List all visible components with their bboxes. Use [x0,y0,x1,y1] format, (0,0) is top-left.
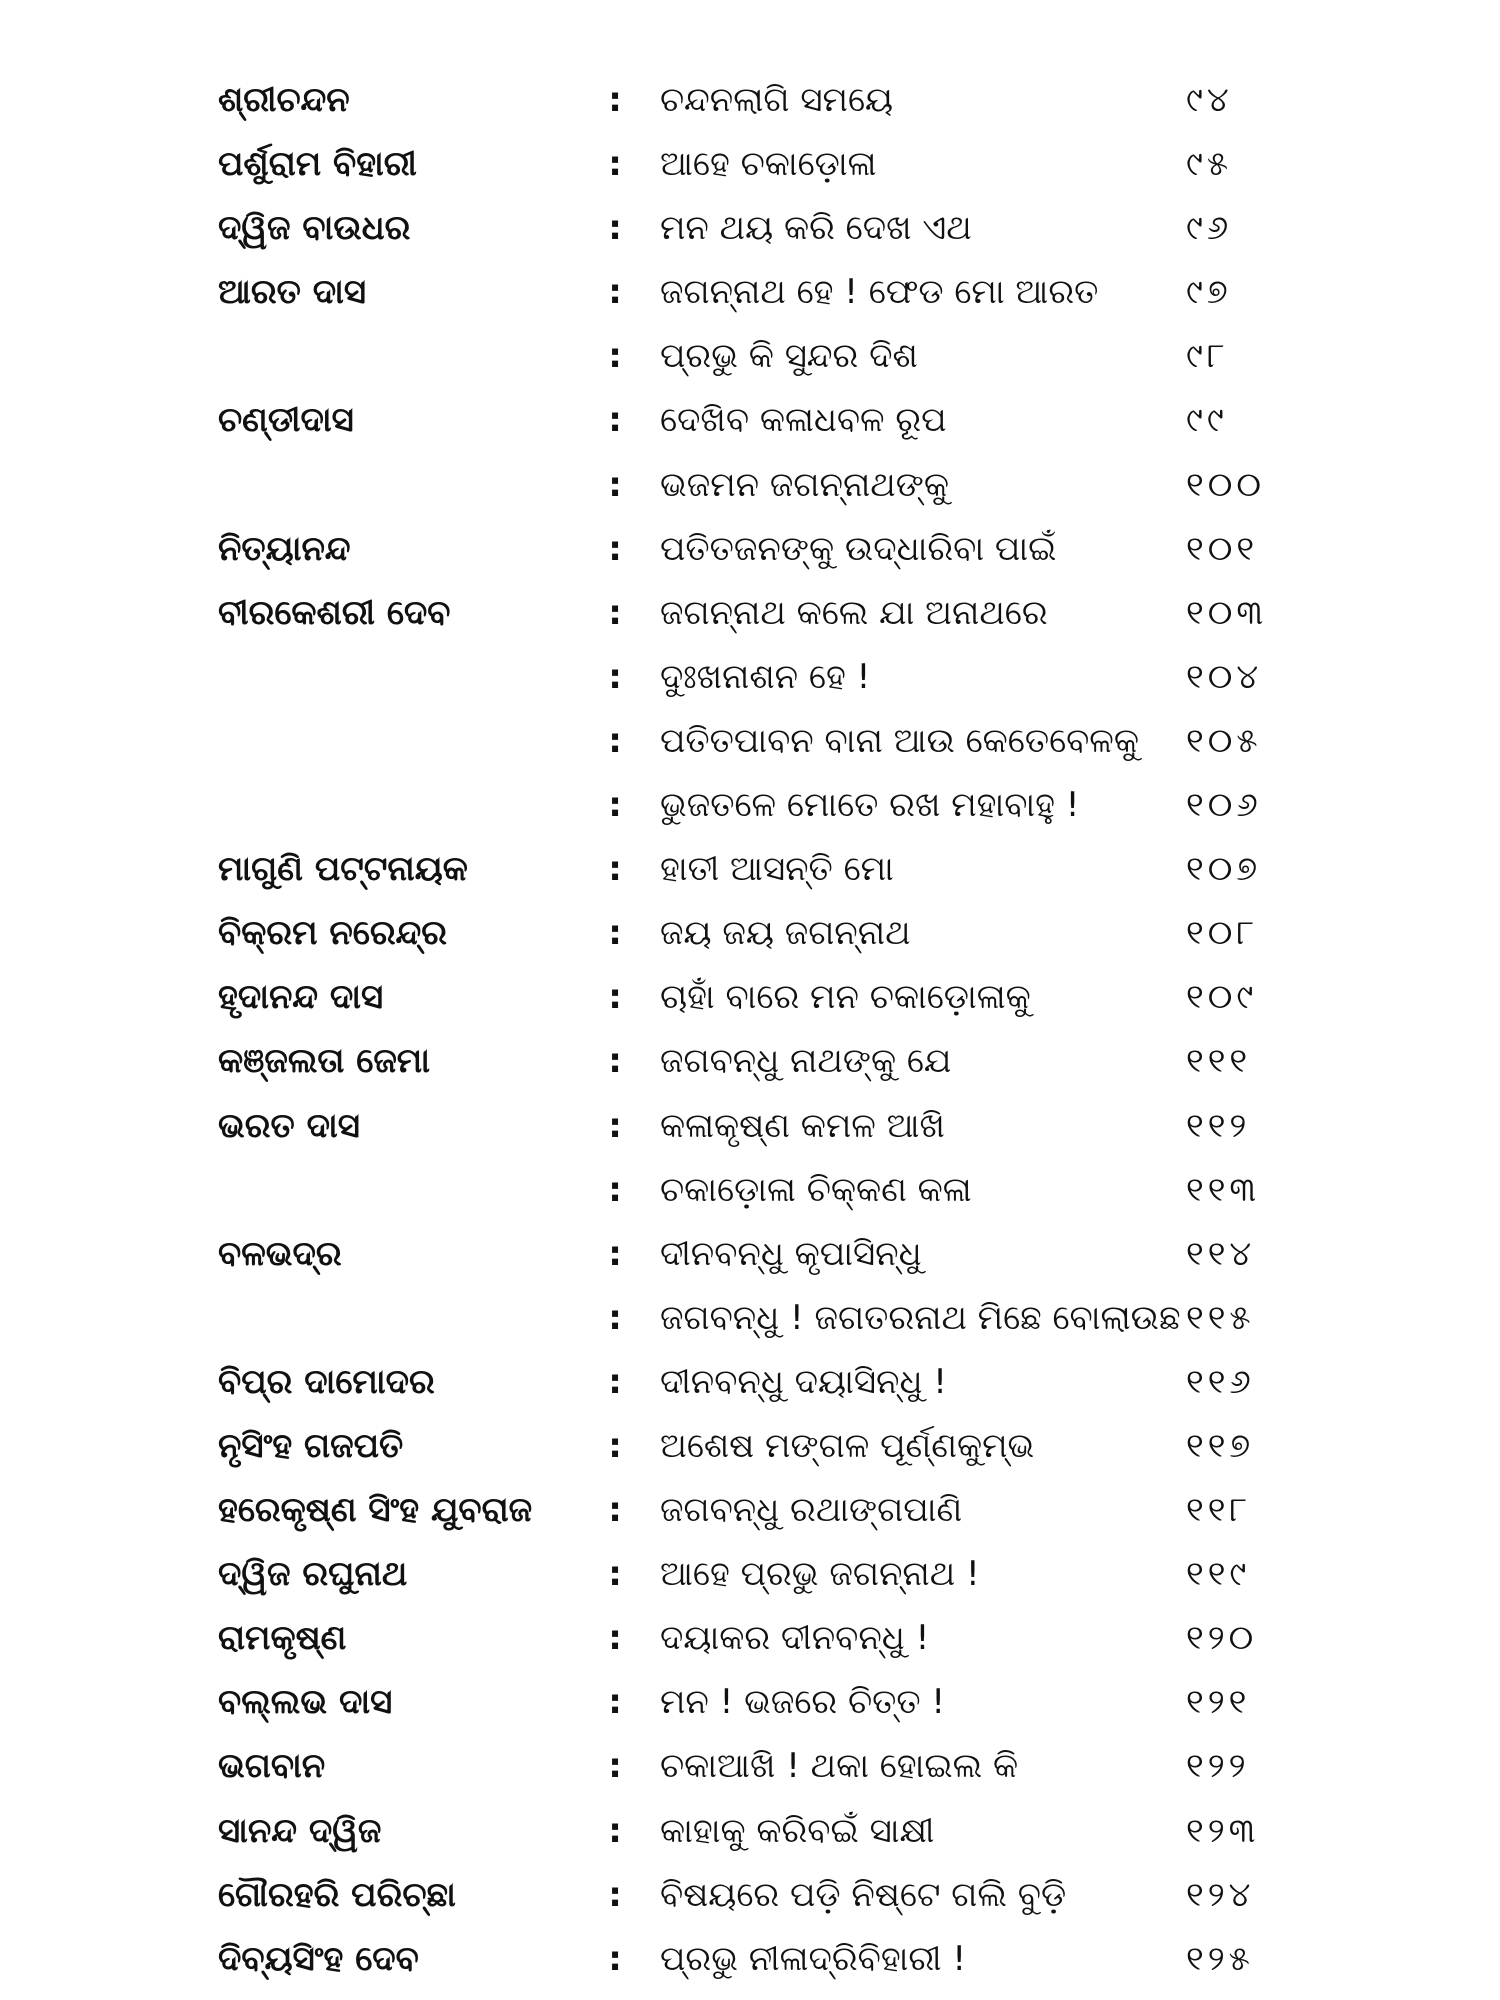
toc-separator: : [608,528,622,569]
toc-author: ଭଗବାନ [218,1746,326,1787]
toc-title: ମନ ଥୟ କରି ଦେଖ ଏଥ [660,208,972,249]
toc-title: ଜଗବନ୍ଧୁ ନାଥଙ୍କୁ ଯେ [660,1041,952,1082]
toc-author: ମାଗୁଣି ପଟ୍ଟନାୟକ [218,849,468,890]
toc-page-number: ୧୦୩ [1186,592,1268,633]
toc-title: ହାତୀ ଆସନ୍ତି ମୋ [660,849,894,890]
toc-separator: : [608,849,622,890]
toc-title: ଆହେ ଚକାଡ଼ୋଳା [660,144,877,185]
toc-title: ଜଗବନ୍ଧୁ ରଥାଙ୍ଗପାଣି [660,1490,963,1531]
toc-page-number: ୯୮ [1186,336,1229,377]
toc-title: ପ୍ରଭୁ କି ସୁନ୍ଦର ଦିଶ [660,336,918,377]
toc-row [0,1799,1500,1863]
toc-separator: : [608,1169,622,1210]
toc-title: ଆହେ ପ୍ରଭୁ ଜଗନ୍ନାଥ ! [660,1554,980,1595]
toc-page-number: ୧୨୦ [1186,1618,1258,1659]
toc-row [0,388,1500,452]
toc-author: କଞ୍ଜଲତା ଜେମା [218,1041,430,1082]
toc-separator: : [608,1233,622,1274]
toc-row [0,1158,1500,1222]
toc-page-number: ୧୧୮ [1186,1490,1252,1531]
toc-title: ଚକାଡ଼ୋଳା ଚିକ୍କଣ କଳା [660,1169,972,1210]
toc-page-number: ୧୦୬ [1186,785,1262,826]
toc-row [0,1927,1500,1991]
toc-separator: : [608,1554,622,1595]
toc-row [0,773,1500,837]
toc-title: ଭଜମନ ଜଗନ୍ନାଥଙ୍କୁ [660,464,949,505]
toc-row [0,1734,1500,1798]
toc-title: ଦୁଃଖନାଶନ ହେ ! [660,656,871,697]
toc-page-number: ୧୦୫ [1186,720,1262,761]
toc-separator: : [608,1938,622,1979]
toc-separator: : [608,592,622,633]
toc-row [0,1414,1500,1478]
toc-author: ଆରତ ଦାସ [218,272,367,313]
toc-title: ଦୀନବନ୍ଧୁ କୃପାସିନ୍ଧୁ [660,1233,922,1274]
toc-author: ଚଣ୍ଡୀଦାସ [218,400,354,441]
toc-row [0,1094,1500,1158]
toc-title: ଜଗନ୍ନାଥ କଲେ ଯା ଅନାଥରେ [660,592,1048,633]
toc-separator: : [608,656,622,697]
toc-separator: : [608,464,622,505]
toc-page-number: ୧୧୯ [1186,1554,1251,1595]
toc-title: ବିଷୟରେ ପଡ଼ି ନିଷ୍ଟେ ଗଲି ବୁଡ଼ି [660,1874,1067,1915]
toc-author: ଭରତ ଦାସ [218,1105,360,1146]
toc-separator: : [608,1874,622,1915]
toc-row [0,324,1500,388]
toc-row [0,260,1500,324]
toc-row [0,1542,1500,1606]
toc-separator: : [608,1810,622,1851]
toc-title: କାହାକୁ କରିବଇଁ ସାକ୍ଷୀ [660,1810,935,1851]
toc-page-number: ୧୨୧ [1186,1682,1251,1723]
toc-row [0,132,1500,196]
toc-author: ସାନନ୍ଦ ଦ୍ୱିଜ [218,1810,382,1851]
toc-page-number: ୯୯ [1186,400,1228,441]
toc-author: ବିପ୍ର ଦାମୋଦର [218,1361,435,1402]
toc-separator: : [608,1425,622,1466]
toc-page-number: ୧୦୮ [1186,913,1259,954]
toc-row [0,453,1500,517]
toc-row [0,1478,1500,1542]
toc-page-number: ୧୦୧ [1186,528,1259,569]
toc-separator: : [608,400,622,441]
toc-separator: : [608,913,622,954]
toc-author: ଶ୍ରୀଚନ୍ଦନ [218,80,350,120]
toc-page-number: ୧୧୩ [1186,1169,1261,1210]
toc-row [0,1606,1500,1670]
toc-page-number: ୧୨୪ [1186,1874,1255,1915]
toc-author: ଦ୍ୱିଜ ବାଉଧର [218,208,411,249]
toc-title: ଅଶେଷ ମଙ୍ଗଳ ପୂର୍ଣ୍ଣକୁମ୍ଭ [660,1425,1035,1466]
toc-separator: : [608,336,622,377]
toc-author: ରାମକୃଷ୍ଣ [218,1618,347,1659]
toc-title: ଜଗନ୍ନାଥ ହେ ! ଫେଡ ମୋ ଆରତ [660,272,1099,313]
toc-title: ଦୀନବନ୍ଧୁ ଦୟାସିନ୍ଧୁ ! [660,1361,947,1402]
toc-row [0,517,1500,581]
toc-page-number: ୧୧୪ [1186,1233,1256,1274]
toc-separator: : [608,1105,622,1146]
toc-title: ପ୍ରଭୁ ନୀଳାଦ୍ରିବିହାରୀ ! [660,1938,967,1979]
toc-separator: : [608,1490,622,1531]
toc-page-number: ୧୦୪ [1186,656,1263,697]
toc-page-number: ୧୦୯ [1186,977,1258,1018]
toc-author: ବିକ୍ରମ ନରେନ୍ଦ୍ର [218,913,447,954]
toc-author: ହୃଦାନନ୍ଦ ଦାସ [218,977,384,1018]
toc-separator: : [608,785,622,826]
toc-title: ଦୟାକର ଦୀନବନ୍ଧୁ ! [660,1618,930,1659]
toc-author: ଦ୍ୱିଜ ରଘୁନାଥ [218,1554,408,1595]
toc-title: ପତିତଜନଙ୍କୁ ଉଦ୍ଧାରିବା ପାଇଁ [660,528,1057,569]
toc-page-number: ୧୧୫ [1186,1297,1255,1338]
toc-page-number: ୧୦୦ [1186,464,1265,505]
toc-page-number: ୧୧୨ [1186,1105,1251,1146]
toc-row [0,709,1500,773]
toc-row [0,196,1500,260]
toc-page-number: ୧୨୩ [1186,1810,1260,1851]
toc-separator: : [608,1297,622,1338]
toc-separator: : [608,208,622,249]
toc-author: ବଲ୍ଲଭ ଦାସ [218,1682,393,1723]
toc-page-number: ୧୧୭ [1186,1425,1255,1466]
toc-author: ଦିବ୍ୟସିଂହ ଦେବ [218,1938,419,1979]
toc-separator: : [608,977,622,1018]
toc-author: ଗୌରହରି ପରିଚ୍ଛା [218,1874,456,1915]
toc-page-number: ୯୫ [1186,144,1233,185]
toc-author: ନୃସିଂହ ଗଜପତି [218,1425,404,1466]
toc-row [0,645,1500,709]
toc-row [0,1286,1500,1350]
toc-page-number: ୯୭ [1186,272,1232,313]
toc-title: ପତିତପାବନ ବାନା ଆଉ କେତେବେଳକୁ [660,720,1139,761]
toc-title: ଚାହାଁ ବାରେ ମନ ଚକାଡ଼ୋଳାକୁ [660,977,1031,1018]
toc-separator: : [608,1041,622,1082]
toc-separator: : [608,1746,622,1787]
toc-row [0,1029,1500,1093]
toc-page-number: ୧୨୫ [1186,1938,1254,1979]
toc-title: କଳାକୃଷ୍ଣ କମଳ ଆଖି [660,1105,945,1146]
toc-row [0,837,1500,901]
toc-separator: : [608,1361,622,1402]
toc-author: ବୀରକେଶରୀ ଦେବ [218,592,451,633]
toc-page-number: ୯୬ [1186,208,1233,249]
toc-row [0,581,1500,645]
toc-author: ପର୍ଶୁରାମ ବିହାରୀ [218,144,417,185]
toc-row [0,965,1500,1029]
toc-row [0,1350,1500,1414]
table-of-contents [0,68,1500,1991]
toc-separator: : [608,1682,622,1723]
toc-page-number: ୯୪ [1186,80,1233,120]
toc-title: ଚନ୍ଦନଲାଗି ସମୟେ [660,80,894,120]
toc-row [0,1670,1500,1734]
toc-page-number: ୧୨୨ [1186,1746,1250,1787]
toc-row [0,1863,1500,1927]
toc-row [0,901,1500,965]
toc-separator: : [608,144,622,185]
toc-separator: : [608,720,622,761]
toc-separator: : [608,80,622,120]
toc-title: ଚକାଆଖି ! ଥକା ହୋଇଲ କି [660,1746,1019,1787]
toc-title: ଭୁଜତଳେ ମୋତେ ରଖ ମହାବାହୁ ! [660,785,1080,826]
toc-page-number: ୧୧୧ [1186,1041,1252,1082]
toc-author: ନିତ୍ୟାନନ୍ଦ [218,528,351,569]
toc-title: ଜଗବନ୍ଧୁ ! ଜଗତରନାଥ ମିଛେ ବୋଲାଉଛ [660,1297,1181,1338]
toc-separator: : [608,1618,622,1659]
toc-author: ବଳଭଦ୍ର [218,1233,342,1274]
toc-separator: : [608,272,622,313]
toc-title: ଜୟ ଜୟ ଜଗନ୍ନାଥ [660,913,911,954]
toc-title: ଦେଖିବ କଳାଧବଳ ରୂପ [660,400,947,441]
toc-author: ହରେକୃଷ୍ଣ ସିଂହ ଯୁବରାଜ [218,1490,533,1531]
toc-page-number: ୧୧୬ [1186,1361,1255,1402]
toc-row [0,1222,1500,1286]
toc-title: ମନ ! ଭଜରେ ଚିତ୍ତ ! [660,1682,946,1723]
toc-page-number: ୧୦୭ [1186,849,1262,890]
toc-row [0,68,1500,132]
